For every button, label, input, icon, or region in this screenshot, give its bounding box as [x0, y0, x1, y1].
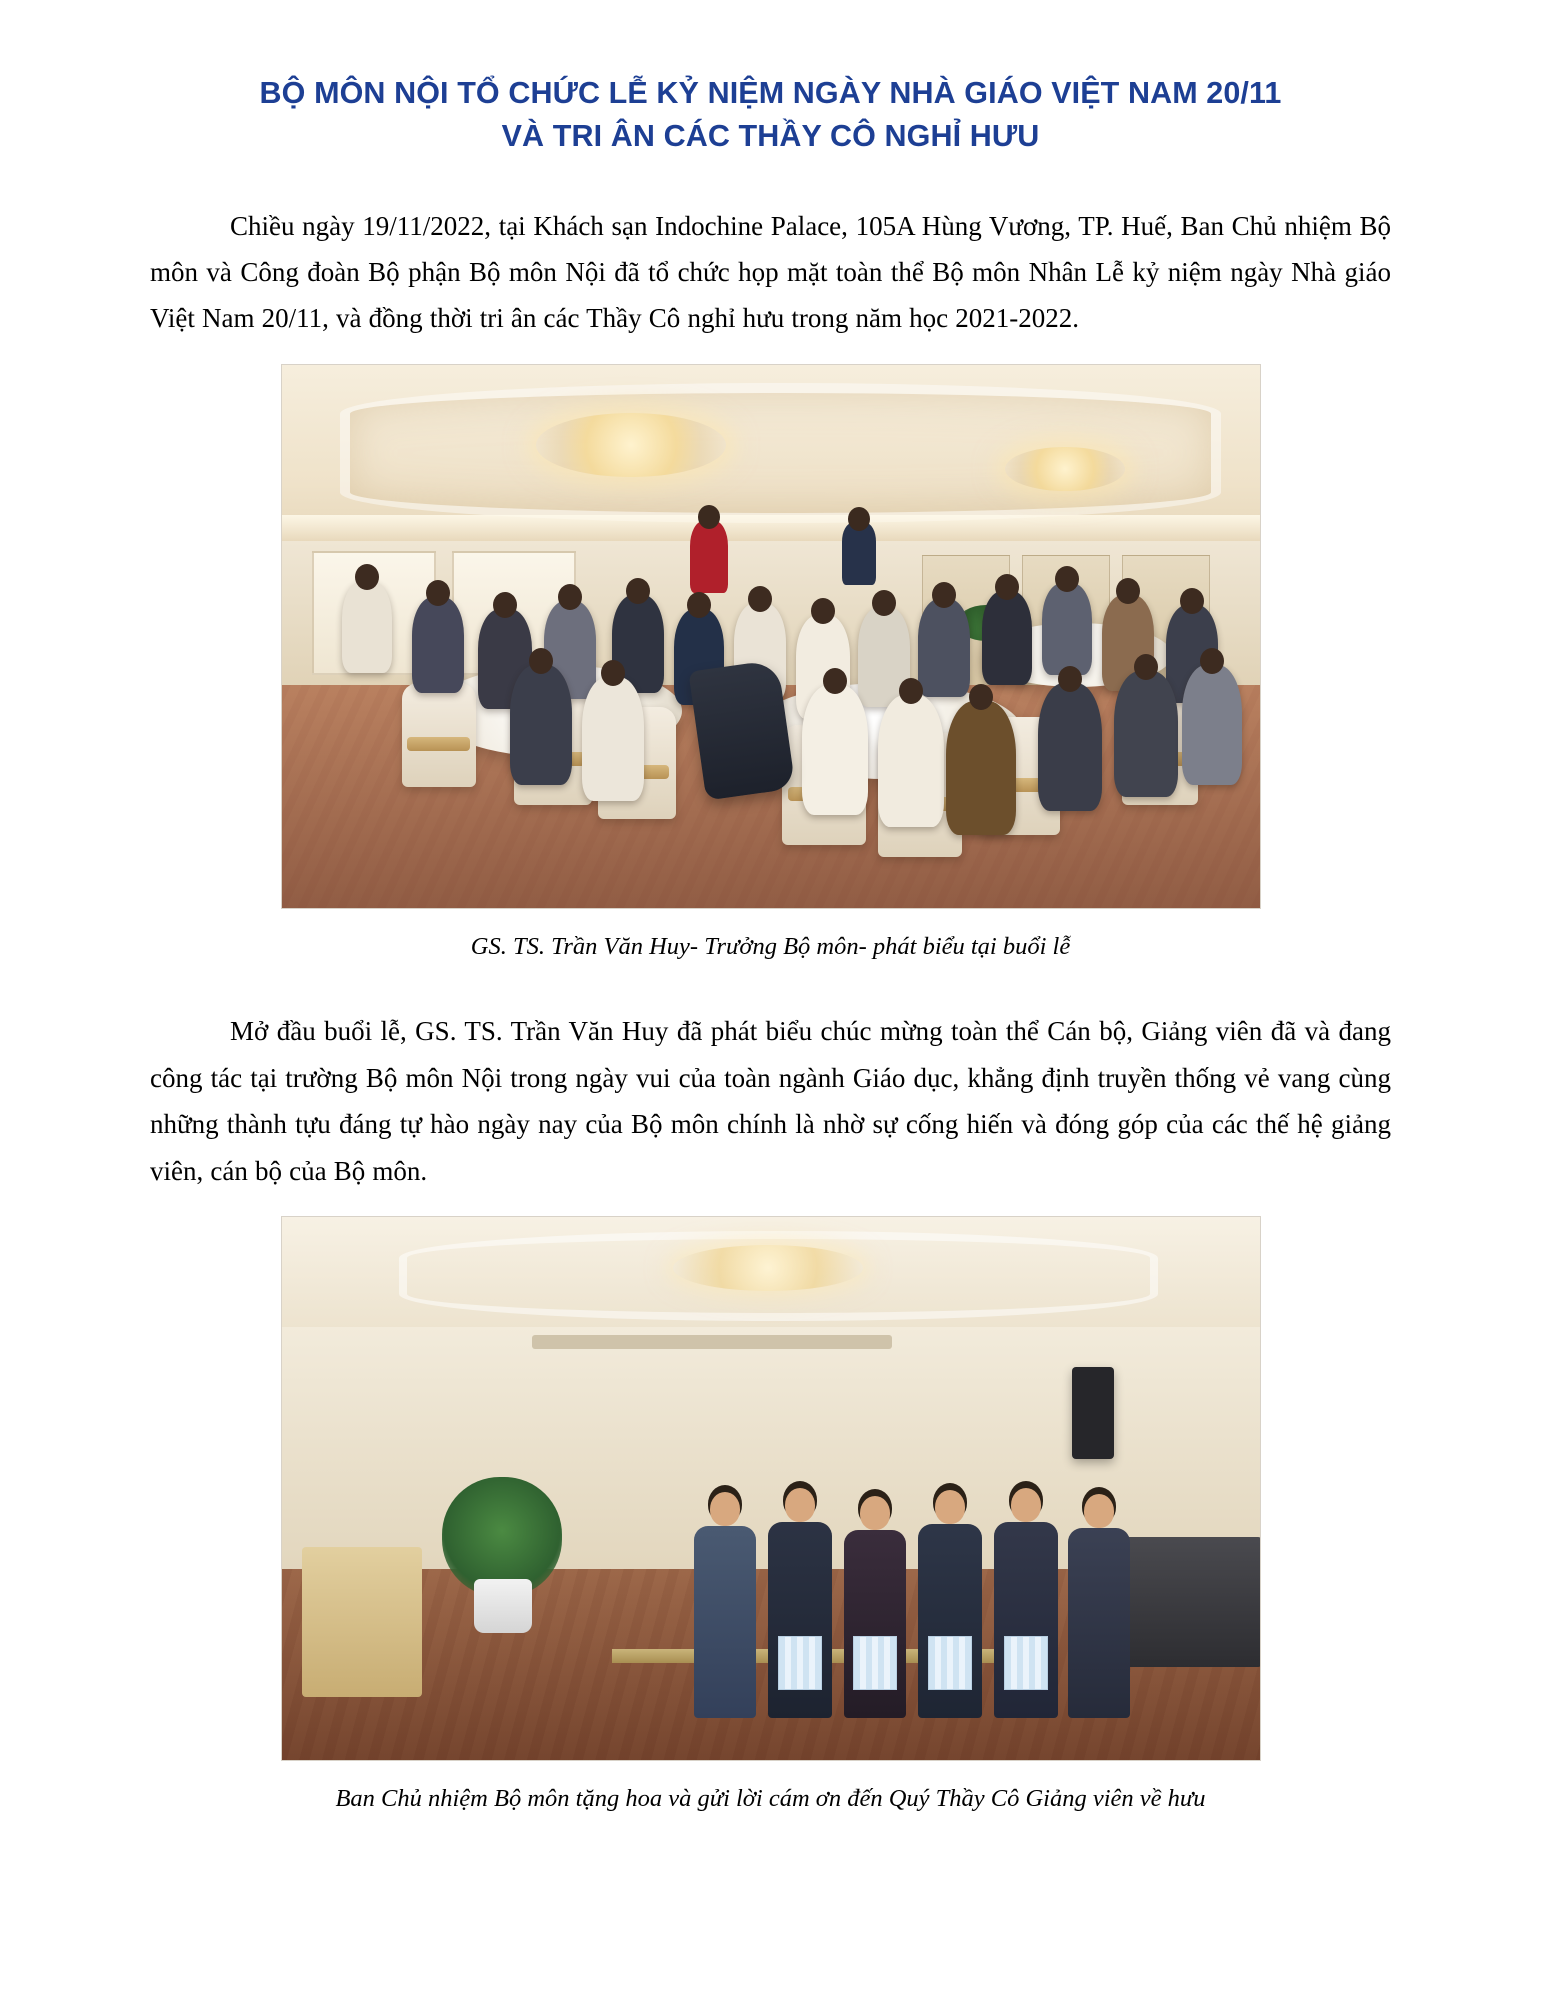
paragraph-2: Mở đầu buổi lễ, GS. TS. Trần Văn Huy đã phát biểu chúc mừng toàn thể Cán bộ, Giảng viên đã và đang công tác tại trường Bộ môn Nội trong ngày vui của toàn ngành Giáo dục, khẳng định truyền thống vẻ vang cùng những thành tựu đáng tự hào ngày nay của Bộ môn chính là nhờ sự cống hiến và đóng góp của các thế hệ giảng viên, cán bộ của Bộ môn. — [150, 1016, 1391, 1186]
page-title-line-2: VÀ TRI ÂN CÁC THẦY CÔ NGHỈ HƯU — [501, 119, 1040, 154]
honoree — [768, 1522, 832, 1718]
gift-bag — [1004, 1636, 1048, 1690]
page-title — [150, 72, 1391, 159]
attendee — [878, 695, 944, 827]
plant-pot — [474, 1579, 532, 1633]
attendee — [1038, 683, 1102, 811]
side-table-left — [302, 1547, 422, 1697]
head — [1084, 1494, 1114, 1528]
head — [710, 1492, 740, 1526]
attendee — [802, 685, 868, 815]
page-title-line-1: BỘ MÔN NỘI TỔ CHỨC LỄ KỶ NIỆM NGÀY NHÀ GIÁO VIỆT NAM 20/11 — [259, 76, 1282, 110]
gift-bag — [778, 1636, 822, 1690]
attendee — [946, 701, 1016, 835]
attendee — [510, 665, 572, 785]
paragraph-1: Chiều ngày 19/11/2022, tại Khách sạn Indochine Palace, 105A Hùng Vương, TP. Huế, Ban Chủ nhiệm Bộ môn và Công đoàn Bộ phận Bộ môn Nội đã tổ chức họp mặt toàn thể Bộ môn Nhân Lễ kỷ niệm ngày Nhà giáo Việt Nam 20/11, và đồng thời tri ân các Thầy Cô nghỉ hưu trong năm học 2021-2022. — [150, 210, 1391, 334]
gift-bag — [928, 1636, 972, 1690]
head — [935, 1490, 965, 1524]
head — [1011, 1488, 1041, 1522]
attendee — [982, 591, 1032, 685]
attendee — [918, 599, 970, 697]
attendee — [412, 597, 464, 693]
figure-1-caption: GS. TS. Trần Văn Huy- Trưởng Bộ môn- phát biểu tại buổi lễ — [470, 932, 1071, 960]
projection-screen-housing — [532, 1335, 892, 1349]
attendee — [342, 581, 392, 673]
side-table-right — [1122, 1537, 1261, 1667]
attendee — [1114, 671, 1178, 797]
figure-2 — [150, 1216, 1391, 1816]
person-speaking — [842, 523, 876, 585]
draped-coat — [688, 659, 795, 800]
figure-2-caption: Ban Chủ nhiệm Bộ môn tặng hoa và gửi lời cám ơn đến Quý Thầy Cô Giảng viên về hưu — [335, 1784, 1206, 1812]
honoree — [918, 1524, 982, 1718]
ceiling-cove-light — [282, 515, 1260, 541]
person-standing-red — [690, 521, 728, 593]
honoree — [694, 1526, 756, 1718]
chandelier-icon — [536, 413, 726, 477]
loudspeaker — [1072, 1367, 1114, 1459]
honoree — [844, 1530, 906, 1718]
attendee — [1182, 665, 1242, 785]
attendee — [1042, 583, 1092, 675]
chandelier-icon — [1005, 447, 1125, 491]
photo-group-award — [281, 1216, 1261, 1761]
head — [785, 1488, 815, 1522]
honoree — [994, 1522, 1058, 1718]
figure-1 — [150, 364, 1391, 964]
chandelier-icon — [673, 1245, 863, 1291]
chair — [402, 683, 476, 787]
gift-bag — [853, 1636, 897, 1690]
photo-banquet-hall — [281, 364, 1261, 909]
honoree — [1068, 1528, 1130, 1718]
head — [860, 1496, 890, 1530]
attendee — [582, 677, 644, 801]
